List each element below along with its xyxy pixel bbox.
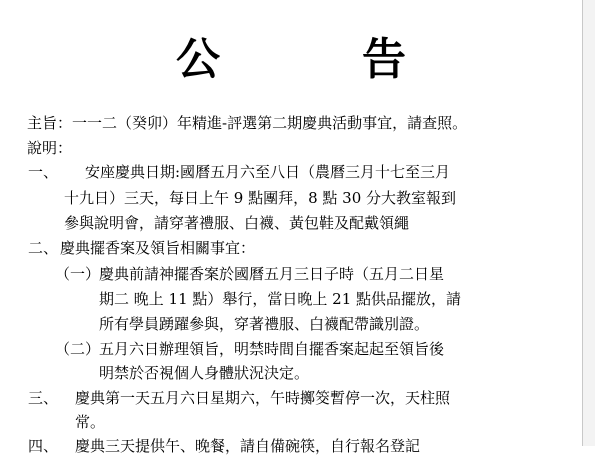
subitem-2-line-1: 五月六日辦理領旨，明禁時間自擺香案起起至領旨後	[99, 340, 445, 358]
item-2-number: 二、	[28, 239, 59, 257]
item-3-line-1: 慶典第一天五月六日星期六，午時擲筊暫停一次，天柱照	[75, 389, 451, 407]
subitem-1-line-2: 期二 晚上 11 點）舉行，當日晚上 21 點供品擺放，請	[99, 290, 462, 308]
subitem-2-number: （二）	[55, 340, 101, 358]
item-3-line-2: 常。	[75, 413, 106, 431]
item-2-heading: 慶典擺香案及領旨相關事宜：	[60, 239, 256, 257]
item-4-number: 四、	[28, 437, 59, 455]
explanation-label: 說明：	[27, 139, 73, 157]
subitem-1-number: （一）	[55, 265, 101, 283]
item-1-line-3: 參與說明會，請穿著禮服、白襪、黃包鞋及配戴領繩	[64, 214, 410, 232]
item-1-line-1: 安座慶典日期:國曆五月六至八日（農曆三月十七至三月	[85, 163, 451, 181]
title-char-2: 告	[362, 34, 406, 85]
subitem-1-line-1: 慶典前請神擺香案於國曆五月三日子時（五月二日星	[99, 265, 445, 283]
item-1-line-2: 十九日）三天，每日上午 9 點團拜，8 點 30 分大教室報到	[64, 189, 457, 207]
title-char-1: 公	[176, 34, 220, 85]
subitem-2-line-2: 明禁於否視個人身體狀況決定。	[99, 364, 310, 382]
subject-line: 主旨：一一二（癸卯）年精進-評選第二期慶典活動事宜，請查照。	[27, 114, 468, 132]
page-margin	[583, 0, 595, 446]
subitem-1-line-3: 所有學員踴躍參與，穿著禮服、白襪配帶識別證。	[99, 315, 430, 333]
item-4-line-1: 慶典三天提供午、晚餐，請自備碗筷，自行報名登記	[75, 437, 421, 455]
document-title	[0, 30, 582, 100]
item-3-number: 三、	[28, 389, 59, 407]
item-1-number: 一、	[28, 163, 59, 181]
